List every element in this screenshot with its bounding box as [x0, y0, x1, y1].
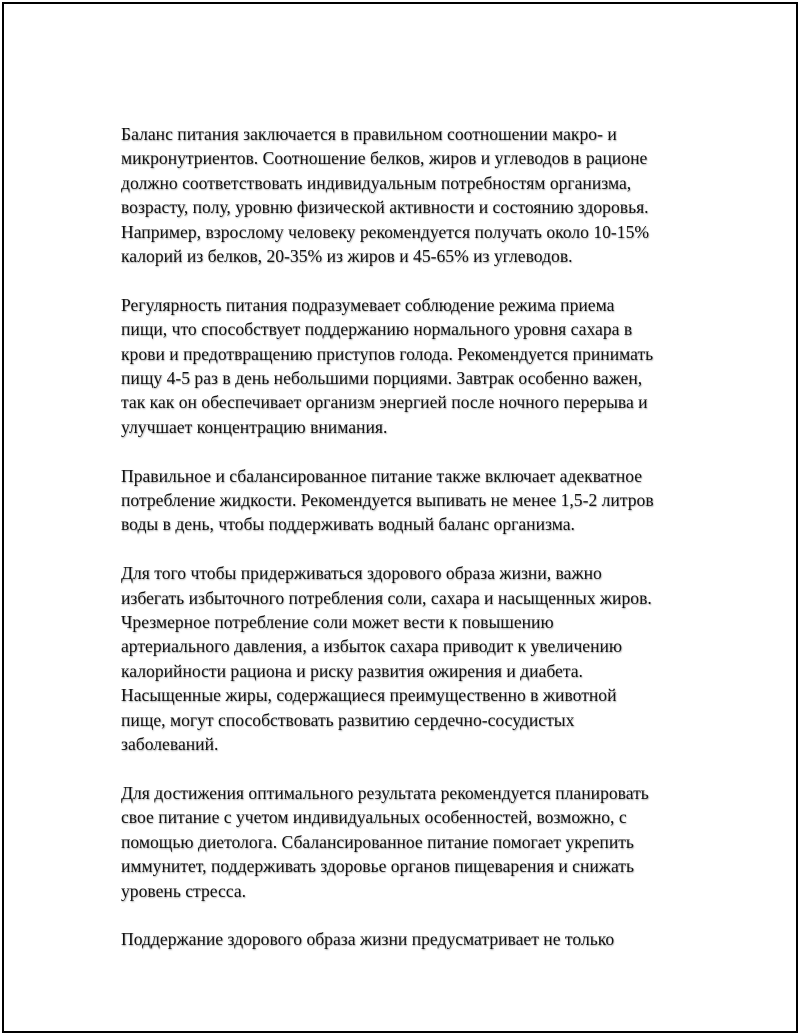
- text-line: так как он обеспечивает организм энергией после ночного перерыва и: [121, 392, 648, 413]
- text-line: артериального давления, а избыток сахара приводит к увеличению: [121, 636, 623, 657]
- text-line: Насыщенные жиры, содержащиеся преимущественно в животной: [121, 685, 617, 706]
- text-line: Например, взрослому человеку рекомендуется получать около 10-15%: [121, 221, 650, 242]
- paragraph-hydration: [121, 464, 701, 537]
- text-line: Правильное и сбалансированное питание также включает адекватное: [121, 465, 643, 486]
- text-line: Для того чтобы придерживаться здорового образа жизни, важно: [121, 563, 602, 584]
- paragraph-salt-sugar-fats: [121, 561, 701, 756]
- paragraph-nutrition-planning: [121, 781, 701, 903]
- text-line: возрасту, полу, уровню физической активности и состоянию здоровья.: [121, 197, 649, 218]
- paragraph-meal-regularity: [121, 293, 701, 439]
- text-line: уровень стресса.: [121, 880, 247, 901]
- document-body: [121, 122, 701, 976]
- text-line: пище, могут способствовать развитию сердечно-сосудистых: [121, 709, 575, 730]
- text-line: избегать избыточного потребления соли, сахара и насыщенных жиров.: [121, 587, 652, 608]
- text-line: свое питание с учетом индивидуальных особенностей, возможно, с: [121, 807, 627, 828]
- text-line: Для достижения оптимального результата рекомендуется планировать: [121, 782, 649, 803]
- text-line: потребление жидкости. Рекомендуется выпивать не менее 1,5-2 литров: [121, 490, 654, 511]
- document-page: [2, 2, 798, 1033]
- text-line: Чрезмерное потребление соли может вести к повышению: [121, 612, 554, 633]
- text-line: должно соответствовать индивидуальным потребностям организма,: [121, 172, 632, 193]
- text-line: микронутриентов. Соотношение белков, жиров и углеводов в рационе: [121, 148, 648, 169]
- text-line: улучшает концентрацию внимания.: [121, 416, 388, 437]
- text-line: Поддержание здорового образа жизни предусматривает не только: [121, 929, 615, 950]
- text-line: пищи, что способствует поддержанию нормального уровня сахара в: [121, 319, 633, 340]
- text-line: Регулярность питания подразумевает соблюдение режима приема: [121, 294, 615, 315]
- text-line: Баланс питания заключается в правильном соотношении макро- и: [121, 124, 617, 144]
- text-line: крови и предотвращению приступов голода. Рекомендуется принимать: [121, 343, 654, 364]
- text-line: калорий из белков, 20-35% из жиров и 45-65% из углеводов.: [121, 246, 573, 267]
- text-line: калорийности рациона и риску развития ожирения и диабета.: [121, 660, 583, 681]
- paragraph-healthy-lifestyle: [121, 927, 701, 951]
- text-line: иммунитет, поддерживать здоровье органов пищеварения и снижать: [121, 856, 635, 877]
- text-line: заболеваний.: [121, 734, 219, 755]
- text-line: помощью диетолога. Сбалансированное питание помогает укрепить: [121, 831, 634, 852]
- text-line: воды в день, чтобы поддерживать водный баланс организма.: [121, 514, 575, 535]
- text-line: пищу 4-5 раз в день небольшими порциями. Завтрак особенно важен,: [121, 368, 643, 389]
- paragraph-macronutrient-balance: [121, 122, 701, 268]
